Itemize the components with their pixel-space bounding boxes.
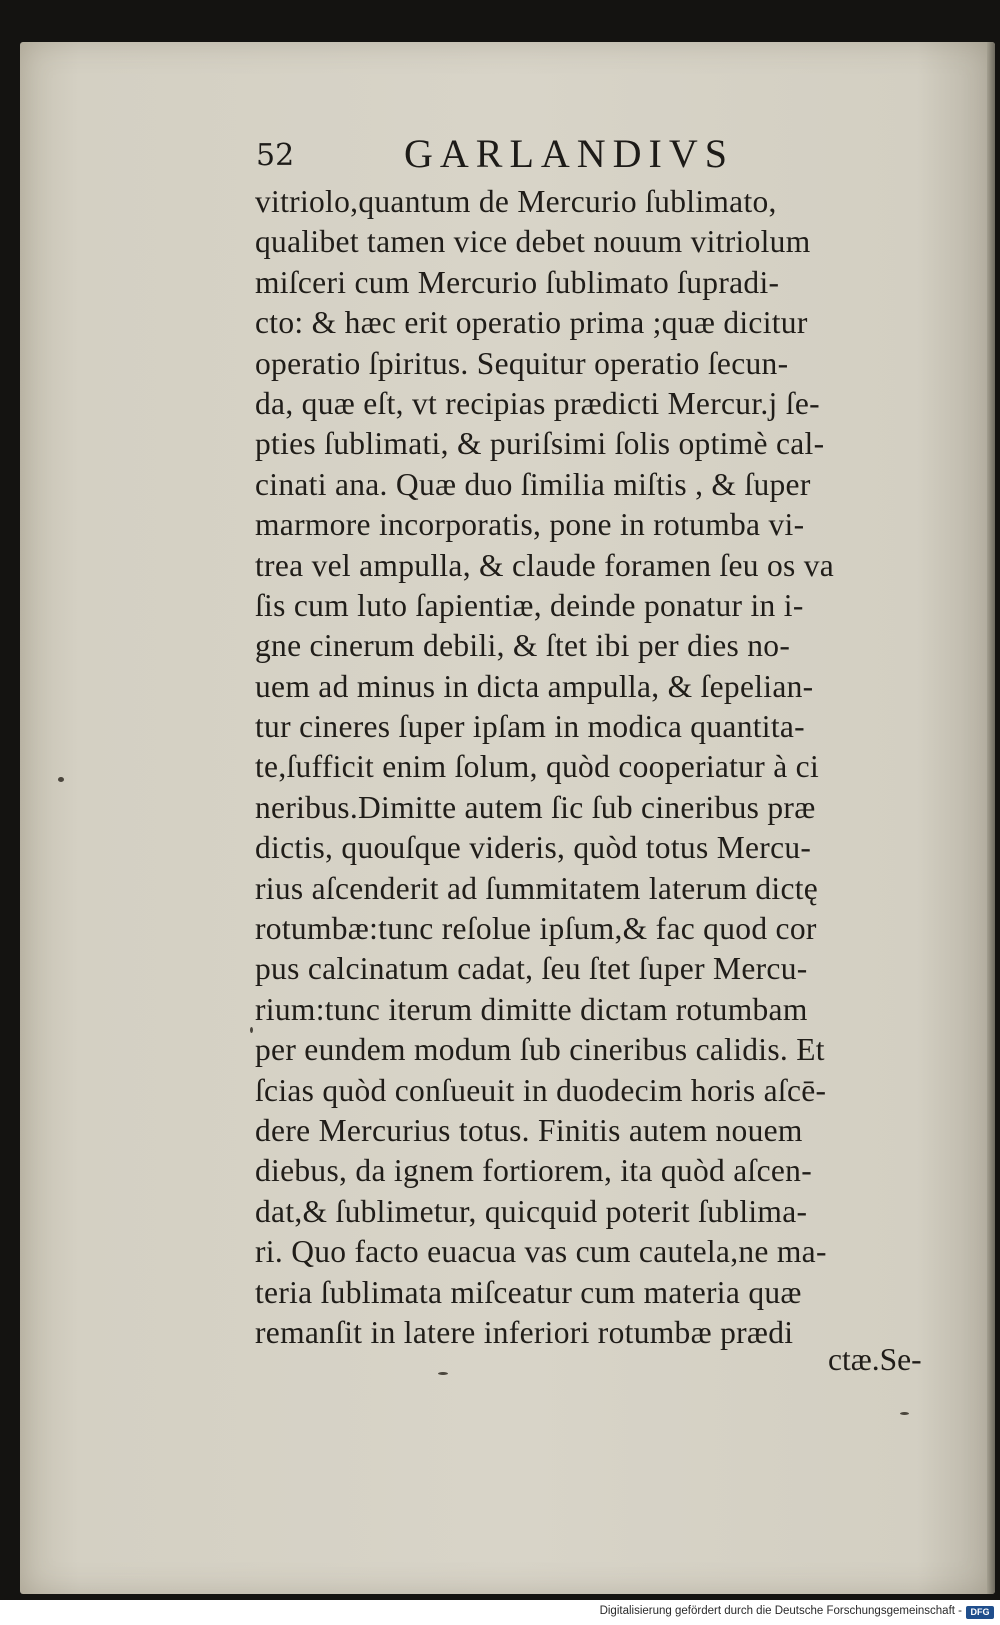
text-line: pus calcinatum cadat, ſeu ſtet ſuper Mercu- bbox=[255, 951, 808, 987]
text-line: gne cinerum debili, & ſtet ibi per dies no- bbox=[255, 628, 791, 664]
text-line: uem ad minus in dicta ampulla, & ſepelian- bbox=[255, 668, 814, 704]
ink-speck bbox=[900, 1412, 909, 1415]
text-line: da, quæ eſt, vt recipias prædicti Mercur.j ſe- bbox=[255, 385, 820, 421]
text-line: marmore incorporatis, pone in rotumba vi- bbox=[255, 507, 805, 543]
page-number: 52 bbox=[256, 138, 295, 173]
text-line: ſcias quòd conſueuit in duodecim horis aſcē- bbox=[255, 1072, 827, 1108]
text-line: cto: & hæc erit operatio prima ;quæ dicitur bbox=[255, 305, 808, 341]
text-line: neribus.Dimitte autem ſic ſub cineribus præ bbox=[255, 789, 816, 825]
text-line: rius aſcenderit ad ſummitatem laterum dictę bbox=[255, 870, 819, 906]
text-line: dat,& ſublimetur, quicquid poterit ſublima- bbox=[255, 1193, 808, 1229]
body-text bbox=[255, 182, 935, 1353]
text-line: dictis, quouſque videris, quòd totus Mercu- bbox=[255, 830, 812, 866]
text-line: diebus, da ignem fortiorem, ita quòd aſcen- bbox=[255, 1153, 812, 1189]
ink-speck bbox=[250, 1027, 253, 1033]
text-line: per eundem modum ſub cineribus calidis. Et bbox=[255, 1032, 825, 1068]
text-line: ri. Quo facto euacua vas cum cautela,ne ma- bbox=[255, 1234, 827, 1270]
text-line: operatio ſpiritus. Sequitur operatio ſecun- bbox=[255, 345, 789, 381]
text-line: teria ſublimata miſceatur cum materia quæ bbox=[255, 1274, 802, 1310]
running-head bbox=[256, 128, 896, 178]
text-line: rium:tunc iterum dimitte dictam rotumbam bbox=[255, 991, 808, 1027]
text-line: miſceri cum Mercurio ſublimato ſupradi- bbox=[255, 264, 780, 300]
funding-credit: Digitalisierung gefördert durch die Deutsche Forschungsgemeinschaft - bbox=[599, 1605, 962, 1617]
running-title: GARLANDIVS bbox=[404, 131, 734, 176]
text-line: vitriolo,quantum de Mercurio ſublimato, bbox=[255, 184, 777, 219]
ink-speck bbox=[438, 1372, 448, 1375]
text-line: te,ſufficit enim ſolum, quòd cooperiatur à ci bbox=[255, 749, 820, 785]
text-line: remanſit in latere inferiori rotumbæ prædi bbox=[255, 1314, 794, 1350]
text-line: dere Mercurius totus. Finitis autem nouem bbox=[255, 1112, 803, 1148]
text-line: tur cineres ſuper ipſam in modica quantita- bbox=[255, 709, 805, 745]
text-line: pties ſublimati, & puriſsimi ſolis optimè cal- bbox=[255, 426, 825, 462]
text-line: rotumbæ:tunc reſolue ipſum,& fac quod cor bbox=[255, 911, 817, 947]
page-edge bbox=[987, 42, 995, 1594]
ink-speck bbox=[58, 777, 64, 782]
dfg-logo: DFG bbox=[966, 1606, 994, 1619]
text-line: cinati ana. Quæ duo ſimilia miſtis , & ſuper bbox=[255, 466, 811, 502]
digitization-footer bbox=[0, 1600, 1000, 1625]
text-line: trea vel ampulla, & claude foramen ſeu os va bbox=[255, 547, 835, 583]
text-line: qualibet tamen vice debet nouum vitriolum bbox=[255, 224, 811, 260]
text-line: ſis cum luto ſapientiæ, deinde ponatur in i- bbox=[255, 587, 804, 623]
catchword: ctæ.Se- bbox=[828, 1342, 922, 1377]
